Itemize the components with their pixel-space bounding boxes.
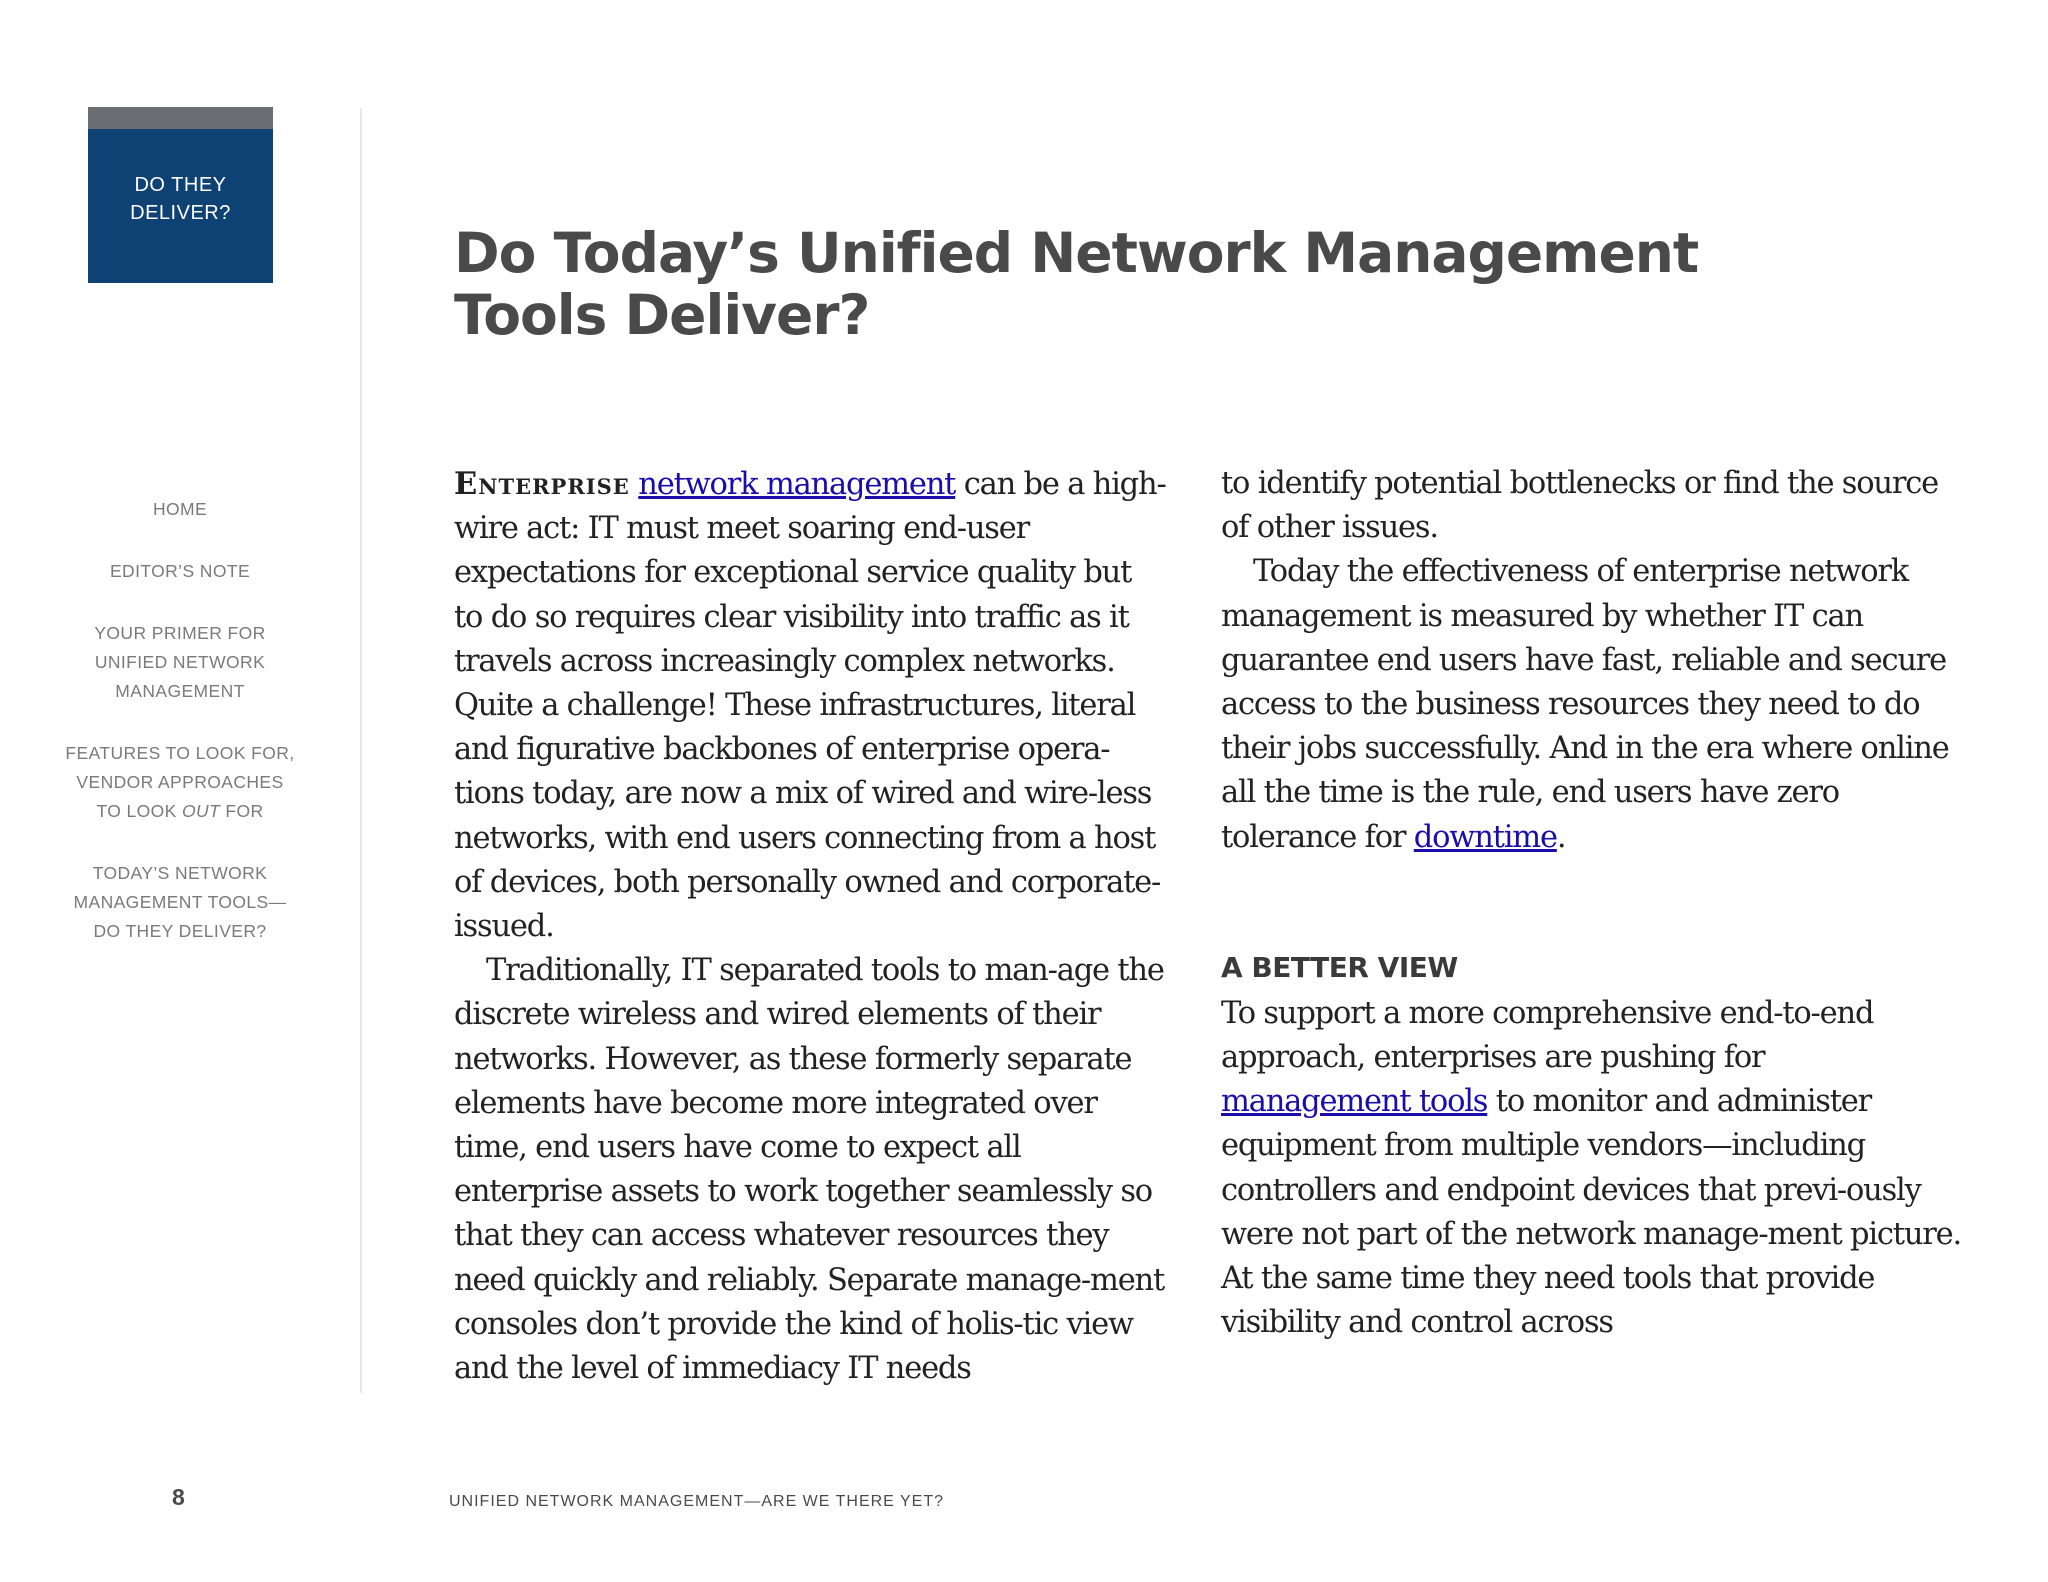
section-tab: [88, 107, 273, 283]
sidebar-divider: [360, 108, 362, 1393]
nav-item-editors-note[interactable]: EDITOR’S NOTE: [109, 561, 251, 581]
link-downtime[interactable]: downtime: [1413, 819, 1557, 855]
page-number: 8: [172, 1484, 185, 1510]
article-column-left: [454, 462, 1166, 1391]
paragraph-traditionally: Traditionally, IT separated tools to man-age the discrete wireless and wired elements of their networks. However, as these formerly separate elements have become more integrated over time, end users have come to expect all enterprise assets to work together seamlessly so that they can access whatever resources they need quickly and reliably. Separate manage-ment consoles don’t provide the kind of holis-tic view and the level of immediacy IT needs: [454, 953, 1165, 1387]
section-subheading: A BETTER VIEW: [1221, 950, 1458, 984]
lead-word: Enterprise: [454, 466, 630, 502]
nav-item-todays-tools[interactable]: TODAY’S NETWORK MANAGEMENT TOOLS— DO THEY DELIVER?: [73, 863, 287, 941]
nav-item-primer[interactable]: YOUR PRIMER FOR UNIFIED NETWORK MANAGEMENT: [94, 623, 266, 701]
link-network-management[interactable]: network management: [638, 467, 956, 502]
sidebar-nav: [40, 495, 320, 979]
paragraph-intro: Enterprise network management can be a high-wire act: IT must meet soaring end-user expectations for exceptional service quality but to do so requires clear visibility into traffic as it travels across increasingly complex networks. Quite a challenge! These infrastructures, literal and figurative backbones of enterprise opera-tions today, are now a mix of wired and wire-less networks, with end users connecting from a host of devices, both personally owned and corporate-issued.: [454, 466, 1166, 945]
section-tab-header-bar: [88, 107, 273, 129]
link-management-tools[interactable]: management tools: [1221, 1084, 1488, 1120]
paragraph-better-view: To support a more comprehensive end-to-end approach, enterprises are pushing for management tools to monitor and administer equipment from multiple vendors—including controllers and endpoint devices that previ-ously were not part of the network manage-ment picture. At the same time they need tools that provide visibility and control across: [1221, 995, 1962, 1341]
section-tab-label: DO THEY DELIVER?: [130, 174, 231, 224]
paragraph-continuation: to identify potential bottlenecks or find the source of other issues.: [1221, 466, 1938, 546]
nav-item-features[interactable]: FEATURES TO LOOK FOR, VENDOR APPROACHES TO LOOK OUT FOR: [65, 743, 295, 821]
paragraph-effectiveness: Today the effectiveness of enterprise network management is measured by whether IT can guarantee end users have fast, reliable and secure access to the business resources they need to do their jobs successfully. And in the era where online all the time is the rule, end users have zero tolerance for downtime.: [1221, 554, 1949, 855]
footer-publication-title: UNIFIED NETWORK MANAGEMENT—ARE WE THERE YET?: [449, 1493, 945, 1510]
page-title: Do Today’s Unified Network Management Tools Deliver?: [454, 221, 1699, 347]
article-column-right: [1221, 462, 1961, 1345]
nav-item-home[interactable]: HOME: [152, 499, 208, 519]
